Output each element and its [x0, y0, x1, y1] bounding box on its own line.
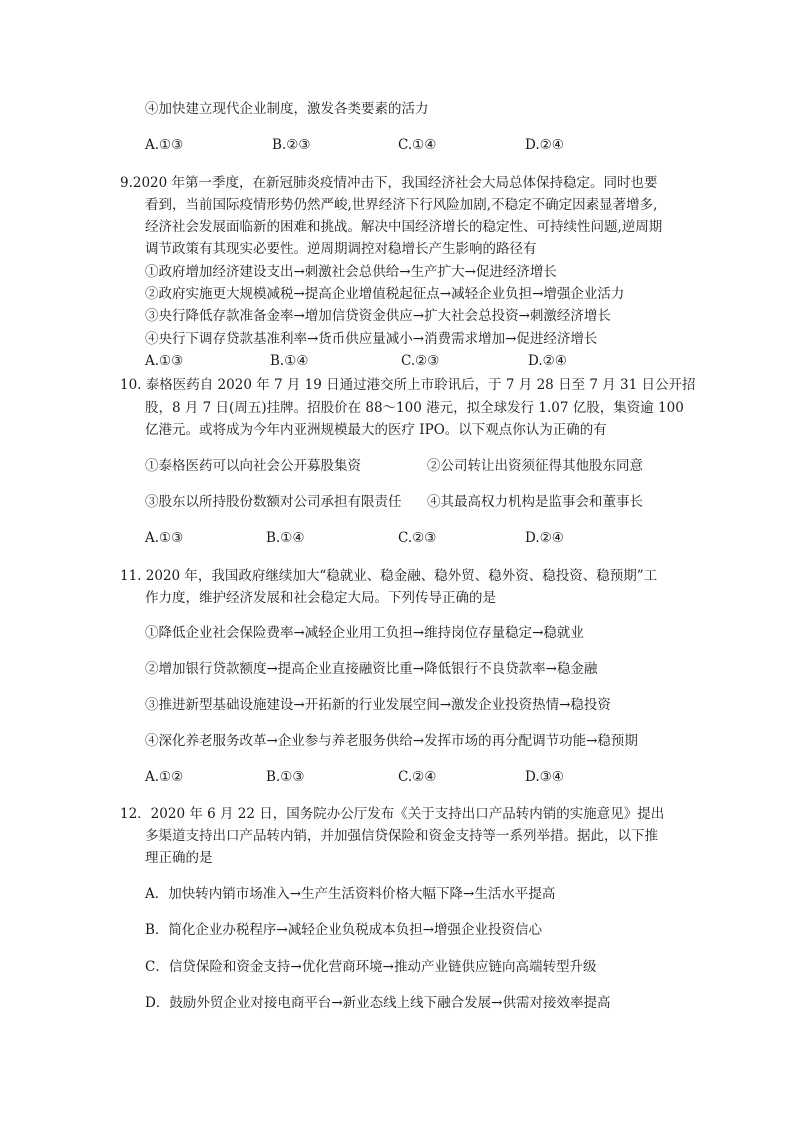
q10-stem-line-1: 10. 泰格医药自 2020 年 7 月 19 日通过港交所上市聆讯后，于 7 月 28 日至 7 月 31 日公开招	[120, 377, 696, 393]
q9-stem-line-1: 9.2020 年第一季度，在新冠肺炎疫情冲击下，我国经济社会大局总体保持稳定。同时也要	[120, 175, 658, 191]
q8-option-c: C.①④	[398, 137, 437, 153]
q9-stem-line-4: 调节政策有其现实必要性。逆周期调控对稳增长产生影响的路径有	[145, 241, 537, 257]
q12-choice-a: A．加快转内销市场准入→生产生活资料价格大幅下降→生活水平提高	[145, 886, 556, 902]
q9-option-a: A.①③	[145, 353, 184, 369]
q10-item-1: ①泰格医药可以向社会公开募股集资	[145, 458, 361, 474]
q11-options	[145, 767, 705, 787]
q10-item-4: ④其最高权力机构是监事会和董事长	[427, 494, 643, 510]
q12-choice-d: D．鼓励外贸企业对接电商平台→新业态线上线下融合发展→供需对接效率提高	[145, 995, 611, 1011]
q10-stem-line-3: 亿港元。或将成为今年内亚洲规模最大的医疗 IPO。以下观点你认为正确的有	[145, 422, 607, 438]
q10-item-2: ②公司转让出资须征得其他股东同意	[427, 458, 643, 474]
q11-item-1: ①降低企业社会保险费率→减轻企业用工负担→维持岗位存量稳定→稳就业	[145, 625, 584, 641]
q11-item-4: ④深化养老服务改革→企业参与养老服务供给→发挥市场的再分配调节功能→稳预期	[145, 733, 638, 749]
q11-stem-line-1: 11. 2020 年，我国政府继续加大“稳就业、稳金融、稳外贸、稳外资、稳投资、稳预期”工	[120, 568, 658, 584]
q11-stem-line-2: 作力度，维护经济发展和社会稳定大局。下列传导正确的是	[145, 590, 496, 606]
q12-stem-line-3: 理正确的是	[145, 850, 213, 866]
q9-option-d: D.②④	[528, 353, 567, 369]
q11-option-a: A.①②	[145, 769, 184, 785]
q11-option-b: B.①③	[266, 769, 305, 785]
q9-item-1: ①政府增加经济建设支出→刺激社会总供给→生产扩大→促进经济增长	[145, 264, 557, 280]
q9-options	[145, 351, 705, 371]
q10-option-a: A.①③	[145, 530, 184, 546]
q9-item-2: ②政府实施更大规模减税→提高企业增值税起征点→减轻企业负担→增强企业活力	[145, 286, 625, 302]
q9-option-c: C.②③	[401, 353, 440, 369]
q10-option-b: B.①④	[266, 530, 305, 546]
q8-item-4: ④加快建立现代企业制度，激发各类要素的活力	[145, 101, 429, 117]
q12-stem-line-1: 12．2020 年 6 月 22 日，国务院办公厅发布《关于支持出口产品转内销的实施意见》提出	[120, 806, 665, 822]
q12-choice-c: C．信贷保险和资金支持→优化营商环境→推动产业链供应链向高端转型升级	[145, 959, 597, 975]
q12-choice-b: B．简化企业办税程序→减轻企业负税成本负担→增强企业投资信心	[145, 922, 543, 938]
q11-option-d: D.③④	[525, 769, 564, 785]
q10-stem-line-2: 股，8 月 7 日(周五)挂牌。招股价在 88～100 港元，拟全球发行 1.07 亿股，集资逾 100	[145, 400, 684, 416]
q9-stem-line-3: 经济社会发展面临新的困难和挑战。解决中国经济增长的稳定性、可持续性问题,逆周期	[145, 219, 663, 235]
q9-stem-line-2: 看到，当前国际疫情形势仍然严峻,世界经济下行风险加剧,不稳定不确定因素显著增多,	[145, 197, 658, 213]
q10-option-c: C.②③	[398, 530, 437, 546]
q8-option-a: A.①③	[145, 137, 184, 153]
q9-item-3: ③央行降低存款准备金率→增加信贷资金供应→扩大社会总投资→刺激经济增长	[145, 308, 611, 324]
q11-item-2: ②增加银行贷款额度→提高企业直接融资比重→降低银行不良贷款率→稳金融	[145, 661, 598, 677]
q10-option-d: D.②④	[525, 530, 564, 546]
q8-options	[145, 135, 705, 155]
q8-option-d: D.②④	[525, 137, 564, 153]
q11-option-c: C.②④	[398, 769, 437, 785]
q9-option-b: B.①④	[270, 353, 309, 369]
q8-option-b: B.②③	[272, 137, 311, 153]
q12-stem-line-2: 多渠道支持出口产品转内销，并加强信贷保险和资金支持等一系列举措。据此，以下推	[145, 828, 658, 844]
q11-item-3: ③推进新型基础设施建设→开拓新的行业发展空间→激发企业投资热情→稳投资	[145, 697, 611, 713]
q9-item-4: ④央行下调存贷款基准利率→货币供应量减小→消费需求增加→促进经济增长	[145, 331, 598, 347]
q10-item-3: ③股东以所持股份数额对公司承担有限责任	[145, 494, 402, 510]
q10-options	[145, 528, 705, 548]
